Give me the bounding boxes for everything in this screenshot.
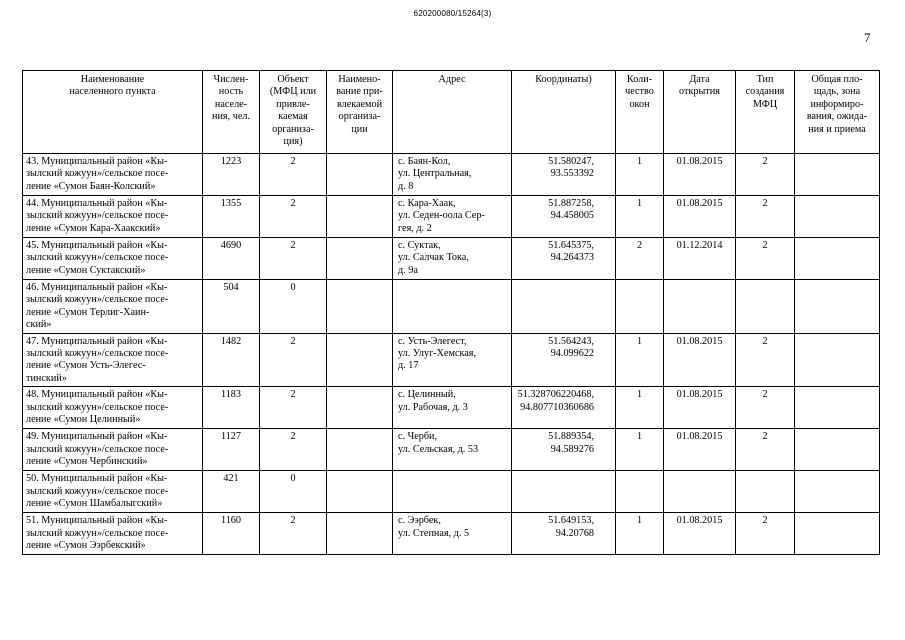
header-windows-count: Коли- чество окон: [616, 71, 664, 154]
population-cell: 421: [203, 471, 260, 513]
population-cell: 1223: [203, 154, 260, 196]
organization-cell: [327, 238, 393, 280]
windows-count-cell: 1: [616, 513, 664, 555]
header-coordinates: Координаты): [512, 71, 616, 154]
total-area-cell: [795, 238, 880, 280]
mfc-type-cell: [736, 471, 795, 513]
windows-count-cell: 1: [616, 429, 664, 471]
table-row: [23, 471, 880, 513]
opening-date-cell: [664, 471, 736, 513]
opening-date-cell: 01.08.2015: [664, 333, 736, 387]
organization-cell: [327, 333, 393, 387]
coordinates-cell: 51.887258, 94.458005: [512, 196, 616, 238]
table-row: [23, 154, 880, 196]
address-cell: с. Черби, ул. Сельская, д. 53: [393, 429, 512, 471]
header-settlement-name: Наименование населенного пункта: [23, 71, 203, 154]
object-cell: 2: [260, 513, 327, 555]
total-area-cell: [795, 429, 880, 471]
coordinates-cell: [512, 280, 616, 334]
page-number: 7: [864, 30, 871, 45]
settlement-name-cell: 51. Муниципальный район «Кы- зылский кожуун»/сельское посе- ление «Сумон Ээрбекский»: [23, 513, 203, 555]
total-area-cell: [795, 333, 880, 387]
mfc-type-cell: 2: [736, 196, 795, 238]
coordinates-cell: 51.889354, 94.589276: [512, 429, 616, 471]
opening-date-cell: [664, 280, 736, 334]
coordinates-cell: 51.645375, 94.264373: [512, 238, 616, 280]
mfc-table: [22, 70, 880, 555]
header-total-area: Общая пло- щадь, зона информиро- вания, ожида- ния и приема: [795, 71, 880, 154]
settlement-name-cell: 44. Муниципальный район «Кы- зылский кожуун»/сельское посе- ление «Сумон Кара-Хаакский»: [23, 196, 203, 238]
total-area-cell: [795, 471, 880, 513]
object-cell: 2: [260, 387, 327, 429]
organization-cell: [327, 154, 393, 196]
table-row: [23, 513, 880, 555]
address-cell: с. Кара-Хаак, ул. Седен-оола Сер- гея, д. 2: [393, 196, 512, 238]
opening-date-cell: 01.08.2015: [664, 513, 736, 555]
table-row: [23, 333, 880, 387]
population-cell: 504: [203, 280, 260, 334]
population-cell: 4690: [203, 238, 260, 280]
organization-cell: [327, 387, 393, 429]
settlement-name-cell: 47. Муниципальный район «Кы- зылский кожуун»/сельское посе- ление «Сумон Усть-Элегес- тинский»: [23, 333, 203, 387]
header-opening-date: Дата открытия: [664, 71, 736, 154]
table-row: [23, 280, 880, 334]
object-cell: 2: [260, 333, 327, 387]
address-cell: с. Суктак, ул. Салчак Тока, д. 9а: [393, 238, 512, 280]
table-row: [23, 196, 880, 238]
opening-date-cell: 01.12.2014: [664, 238, 736, 280]
header-object: Объект (МФЦ или привле- каемая организа- ция): [260, 71, 327, 154]
opening-date-cell: 01.08.2015: [664, 387, 736, 429]
document-code: 620200080/15264(3): [413, 9, 492, 18]
address-cell: с. Ээрбек, ул. Степная, д. 5: [393, 513, 512, 555]
opening-date-cell: 01.08.2015: [664, 429, 736, 471]
table-row: [23, 429, 880, 471]
organization-cell: [327, 280, 393, 334]
mfc-type-cell: 2: [736, 387, 795, 429]
total-area-cell: [795, 513, 880, 555]
object-cell: 2: [260, 196, 327, 238]
population-cell: 1482: [203, 333, 260, 387]
mfc-type-cell: 2: [736, 154, 795, 196]
population-cell: 1127: [203, 429, 260, 471]
population-cell: 1355: [203, 196, 260, 238]
organization-cell: [327, 429, 393, 471]
object-cell: 0: [260, 471, 327, 513]
coordinates-cell: 51.580247, 93.553392: [512, 154, 616, 196]
mfc-type-cell: [736, 280, 795, 334]
windows-count-cell: 1: [616, 196, 664, 238]
coordinates-cell: 51.328706220468, 94.807710360686: [512, 387, 616, 429]
total-area-cell: [795, 196, 880, 238]
windows-count-cell: [616, 471, 664, 513]
address-cell: с. Баян-Кол, ул. Центральная, д. 8: [393, 154, 512, 196]
object-cell: 2: [260, 238, 327, 280]
opening-date-cell: 01.08.2015: [664, 196, 736, 238]
table-header-row: [23, 71, 880, 154]
mfc-type-cell: 2: [736, 513, 795, 555]
header-organization-name: Наимено- вание при- влекаемой организа- ции: [327, 71, 393, 154]
windows-count-cell: 1: [616, 333, 664, 387]
coordinates-cell: 51.649153, 94.20768: [512, 513, 616, 555]
address-cell: [393, 280, 512, 334]
settlement-name-cell: 43. Муниципальный район «Кы- зылский кожуун»/сельское посе- ление «Сумон Баян-Колский»: [23, 154, 203, 196]
organization-cell: [327, 196, 393, 238]
settlement-name-cell: 45. Муниципальный район «Кы- зылский кожуун»/сельское посе- ление «Сумон Суктакский»: [23, 238, 203, 280]
settlement-name-cell: 50. Муниципальный район «Кы- зылский кожуун»/сельское посе- ление «Сумон Шамбалыгский»: [23, 471, 203, 513]
total-area-cell: [795, 280, 880, 334]
settlement-name-cell: 48. Муниципальный район «Кы- зылский кожуун»/сельское посе- ление «Сумон Целинный»: [23, 387, 203, 429]
settlement-name-cell: 49. Муниципальный район «Кы- зылский кожуун»/сельское посе- ление «Сумон Чербинский»: [23, 429, 203, 471]
organization-cell: [327, 513, 393, 555]
mfc-type-cell: 2: [736, 429, 795, 471]
population-cell: 1160: [203, 513, 260, 555]
header-mfc-type: Тип создания МФЦ: [736, 71, 795, 154]
mfc-type-cell: 2: [736, 238, 795, 280]
object-cell: 2: [260, 429, 327, 471]
header-address: Адрес: [393, 71, 512, 154]
windows-count-cell: 1: [616, 154, 664, 196]
windows-count-cell: [616, 280, 664, 334]
windows-count-cell: 2: [616, 238, 664, 280]
coordinates-cell: 51.564243, 94.099622: [512, 333, 616, 387]
header-population: Числен- ность населе- ния, чел.: [203, 71, 260, 154]
windows-count-cell: 1: [616, 387, 664, 429]
address-cell: [393, 471, 512, 513]
coordinates-cell: [512, 471, 616, 513]
settlement-name-cell: 46. Муниципальный район «Кы- зылский кожуун»/сельское посе- ление «Сумон Терлиг-Хаин- ский»: [23, 280, 203, 334]
object-cell: 0: [260, 280, 327, 334]
total-area-cell: [795, 387, 880, 429]
organization-cell: [327, 471, 393, 513]
mfc-type-cell: 2: [736, 333, 795, 387]
population-cell: 1183: [203, 387, 260, 429]
total-area-cell: [795, 154, 880, 196]
address-cell: с. Целинный, ул. Рабочая, д. 3: [393, 387, 512, 429]
object-cell: 2: [260, 154, 327, 196]
table-row: [23, 238, 880, 280]
table-row: [23, 387, 880, 429]
opening-date-cell: 01.08.2015: [664, 154, 736, 196]
address-cell: с. Усть-Элегест, ул. Улуг-Хемская, д. 17: [393, 333, 512, 387]
